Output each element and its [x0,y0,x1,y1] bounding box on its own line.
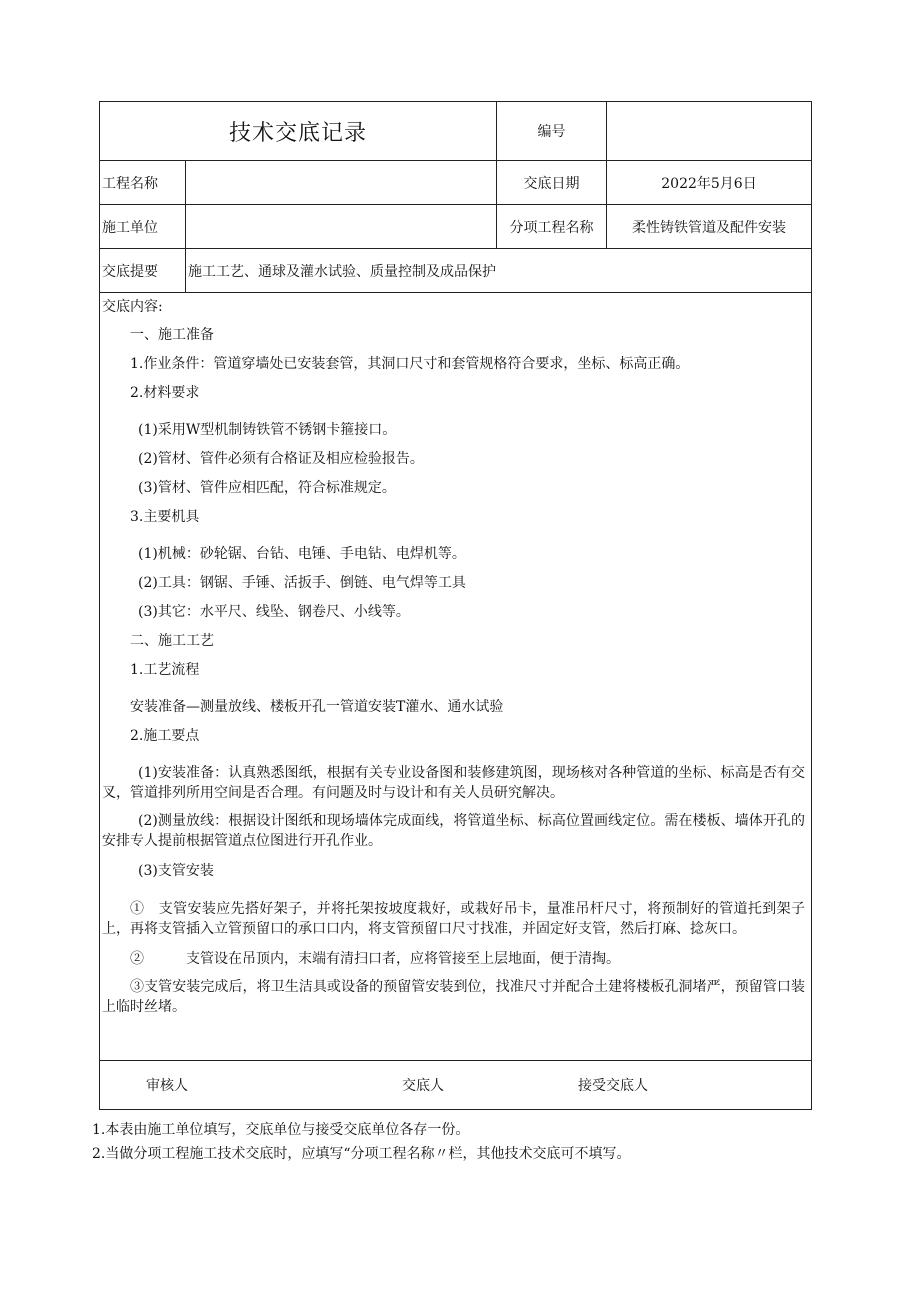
subproject-field[interactable]: 柔性铸铁管道及配件安装 [632,219,786,236]
content-heading: 交底内容: [102,299,163,315]
footnotes [92,1118,852,1166]
section-process: 二、施工工艺 [130,633,214,649]
discloser-label: 交底人 [402,1078,444,1094]
project-name-field[interactable] [186,161,497,204]
process-flow-text: 安装准备—测量放线、楼板开孔一管道安装T灌水、通水试验 [130,699,504,715]
project-row [100,161,811,205]
footnote-1: 1.本表由施工单位填写，交底单位与接受交底单位各存一份。 [92,1122,470,1138]
project-name-label: 工程名称 [100,161,186,204]
material-item-3: (3)管材、管件应相匹配，符合标准规定。 [138,480,396,496]
receiver-label: 接受交底人 [578,1078,648,1094]
item-construction-points: 2.施工要点 [130,728,200,744]
item-work-conditions: 1.作业条件：管道穿墙处已安装套管，其洞口尺寸和套管规格符合要求，坐标、标高正确。 [130,356,690,372]
signature-row [100,1061,811,1109]
form-title: 技术交底记录 [100,102,497,160]
summary-label: 交底提要 [100,249,186,292]
disclosure-content [100,293,811,1060]
section-preparation: 一、施工准备 [130,327,214,343]
construction-unit-field[interactable] [186,205,497,248]
item-material-requirements: 2.材料要求 [130,385,200,401]
footnote-2: 2.当做分项工程施工技术交底时，应填写“分项工程名称〃栏，其他技术交底可不填写。 [92,1146,631,1162]
date-label: 交底日期 [497,161,607,204]
point-survey-layout: (2)测量放线：根据设计图纸和现场墙体完成面线，将管道坐标、标高位置画线定位。需在楼板、墙体开孔的安排专人提前根据管道点位图进行开孔作业。 [102,813,805,849]
branch-install-step-3: ③支管安装完成后，将卫生洁具或设备的预留管安装到位，找准尺寸并配合土建将楼板孔洞堵严，预留管口装上临时丝堵。 [102,979,805,1015]
summary-field[interactable]: 施工工艺、通球及灌水试验、质量控制及成品保护 [188,263,496,280]
construction-unit-label: 施工单位 [100,205,186,248]
branch-install-step-2: ② 支管设在吊顶内，末端有清扫口者，应将管接至上层地面，便于清掏。 [130,951,620,967]
content-row [100,293,811,1061]
branch-install-step-1: ① 支管安装应先搭好架子，并将托架按坡度栽好，或栽好吊卡，量准吊杆尺寸，将预制好的管道托到架子上，再将支管插入立管预留口的承口口内，将支管预留口尺寸找准，并固定好支管，然后打麻、捻灰口。 [102,901,805,937]
unit-row [100,205,811,249]
number-label: 编号 [497,102,607,160]
disclosure-form [99,101,812,1110]
reviewer-label: 审核人 [146,1078,188,1094]
point-branch-install: (3)支管安装 [138,863,214,879]
subproject-label: 分项工程名称 [497,205,607,248]
material-item-2: (2)管材、管件必须有合格证及相应检验报告。 [138,451,424,467]
item-process-flow: 1.工艺流程 [130,662,200,678]
item-main-tools: 3.主要机具 [130,509,200,525]
material-item-1: (1)采用W型机制铸铁管不锈钢卡箍接口。 [138,422,397,438]
tools-item-3: (3)其它：水平尺、线坠、钢卷尺、小线等。 [138,604,410,620]
number-field[interactable] [607,102,811,160]
tools-item-1: (1)机械：砂轮锯、台钻、电锤、手电钻、电焊机等。 [138,546,466,562]
title-row [100,102,811,161]
summary-row [100,249,811,293]
tools-item-2: (2)工具：钢锯、手锤、活扳手、倒链、电气焊等工具 [138,575,466,591]
date-field[interactable]: 2022年5月6日 [661,175,757,192]
point-installation-prep: (1)安装准备：认真熟悉图纸，根据有关专业设备图和装修建筑图，现场核对各种管道的坐标、标高是否有交叉，管道排列所用空间是否合理。有问题及时与设计和有关人员研究解决。 [102,765,805,801]
